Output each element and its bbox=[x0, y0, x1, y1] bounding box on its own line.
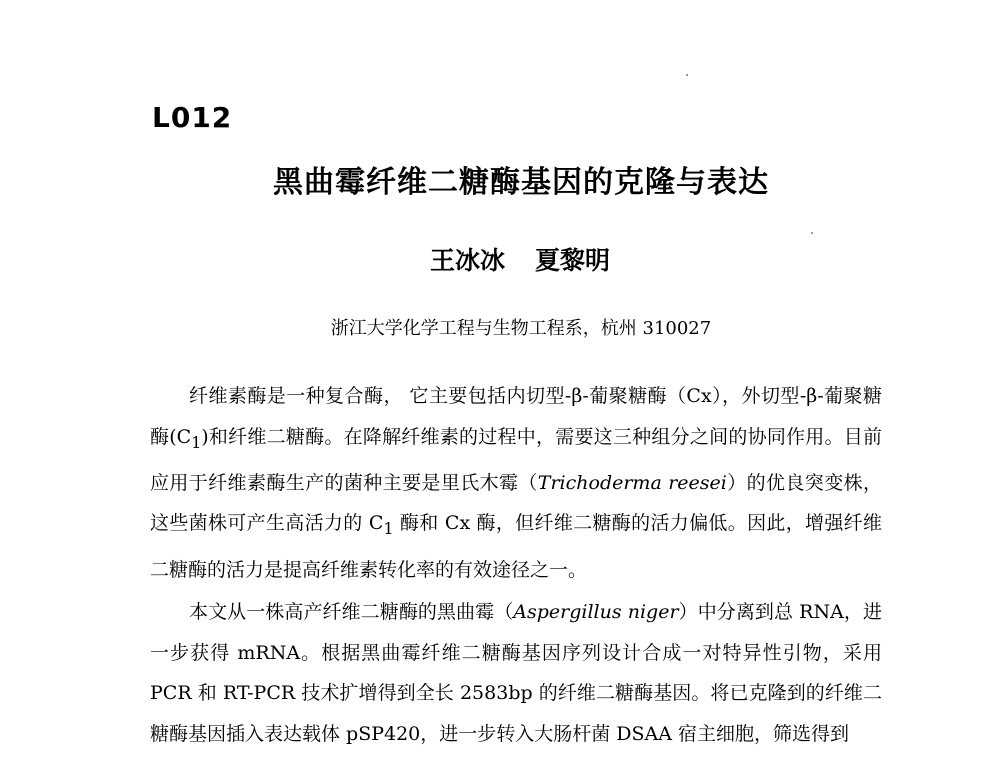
paper-title: 黑曲霉纤维二糖酶基因的克隆与表达 bbox=[273, 165, 769, 200]
paragraph-text: 纤维素酶是一种复合酶， 它主要包括内切型-β-葡聚糖酶（Cx），外切型-β-葡聚糖酶(C bbox=[150, 385, 882, 448]
author-name: 夏黎明 bbox=[535, 246, 611, 275]
species-name: Trichoderma reesei bbox=[537, 471, 727, 494]
abstract-body bbox=[150, 376, 882, 754]
scan-speck bbox=[686, 74, 688, 76]
paragraph-text: )和纤维二糖酶。在降解纤维素的过程中，需要这三种组分之间的协同作用。目前应用于纤维素酶生产的菌种主要是里氏木霉（ bbox=[150, 425, 883, 494]
paragraph-text: ）的优良突变株，这些菌株可产生高活力的 C bbox=[150, 471, 882, 535]
paragraph bbox=[150, 592, 882, 754]
subscript: 1 bbox=[191, 432, 202, 452]
paragraph-text: 本文从一株高产纤维二糖酶的黑曲霉（ bbox=[189, 601, 514, 624]
subscript: 1 bbox=[383, 519, 394, 539]
scan-speck bbox=[811, 232, 813, 234]
author-list bbox=[0, 247, 1000, 275]
paragraph bbox=[150, 376, 882, 590]
document-code: L012 bbox=[152, 101, 233, 134]
paragraph-text: ）中分离到总 RNA，进一步获得 mRNA。根据黑曲霉纤维二糖酶基因序列设计合成一对特异性引物，采用 PCR 和 RT-PCR 技术扩增得到全长 2583bp 的纤维二糖酶基因。将已克隆到的纤维二糖酶基因插入表达载体 pSP420，进一步转入大肠杆菌 DSAA 宿主细胞，筛选得到 bbox=[150, 601, 882, 745]
species-name: Aspergillus niger bbox=[513, 601, 679, 624]
paragraph-text: 酶和 Cx 酶，但纤维二糖酶的活力偏低。因此，增强纤维二糖酶的活力是提高纤维素转化率的有效途径之一。 bbox=[150, 512, 883, 581]
author-name: 王冰冰 bbox=[429, 246, 505, 275]
affiliation: 浙江大学化学工程与生物工程系，杭州 310027 bbox=[330, 318, 712, 339]
